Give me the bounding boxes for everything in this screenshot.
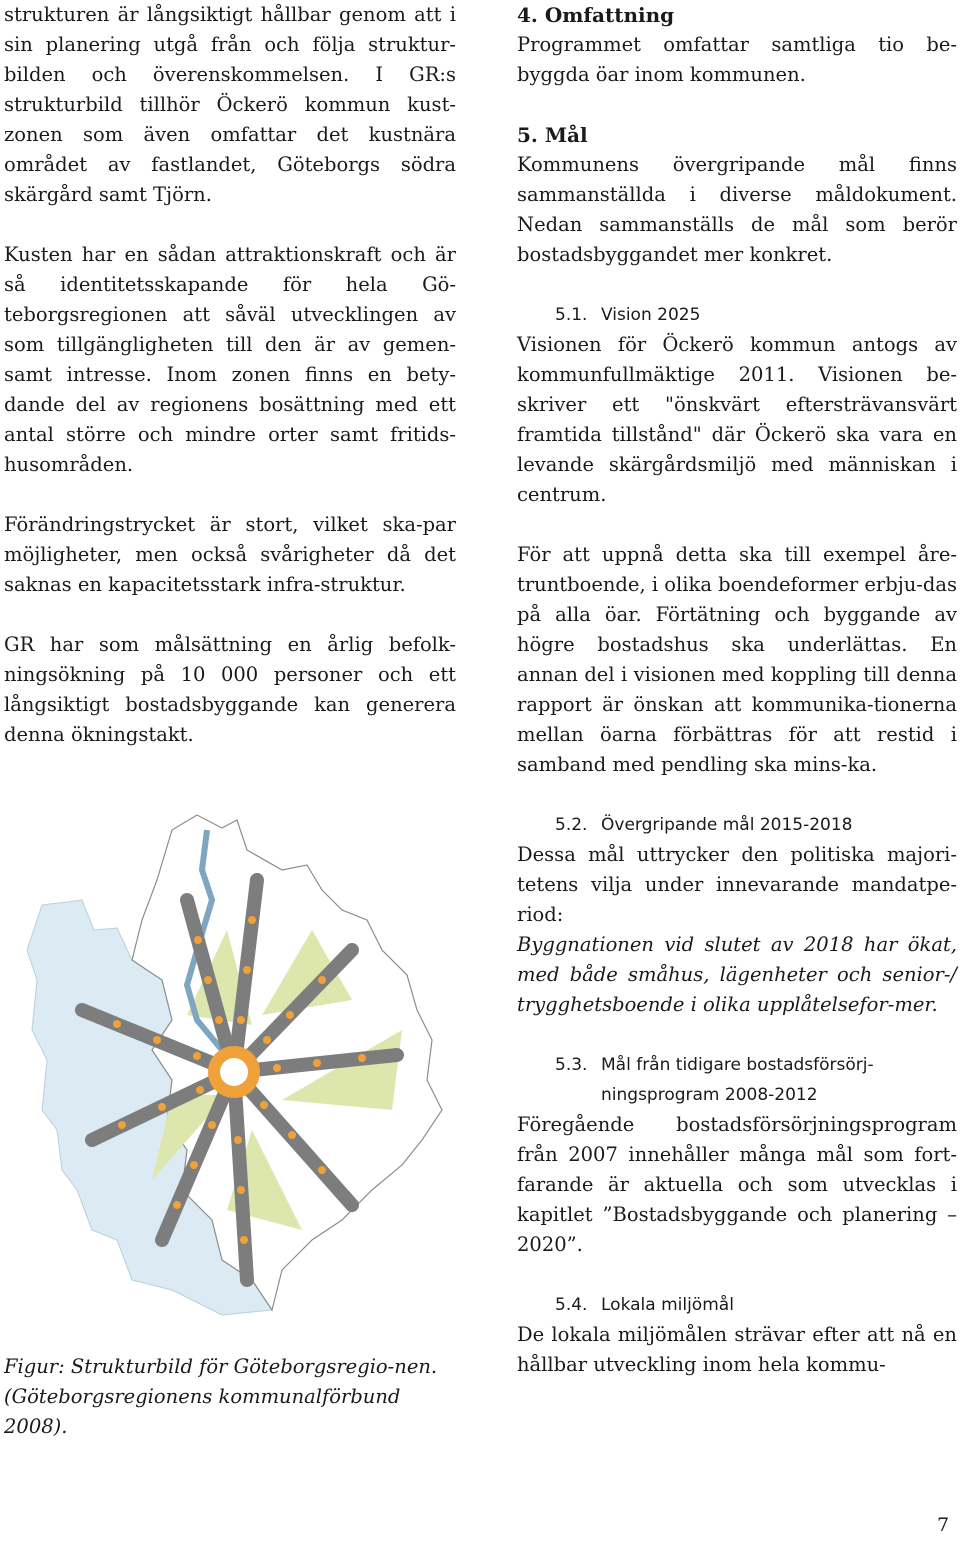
paragraph-overall-goals: Dessa mål uttrycker den politiska majori-tetens vilja under innevarande mandatpe-riod: <box>517 843 957 926</box>
left-column <box>4 0 456 750</box>
right-column <box>517 0 957 1380</box>
heading-vision <box>517 300 957 330</box>
heading-number: 5.3. <box>555 1055 588 1075</box>
paragraph-population-goal: GR har som målsättning en årlig befolk-ningsökning på 10 000 personer och ett långsiktigt bostadsbyggande kan generera denna ökningstakt. <box>4 633 456 746</box>
paragraph-goals: Kommunens övergripande mål finns sammanställda i diverse måldokument. Nedan sammanställs de mål som berör bostadsbyggandet mer konkret. <box>517 153 957 266</box>
heading-number: 5.4. <box>555 1295 588 1315</box>
caption-source: (Göteborgsregionens kommunalförbund 2008). <box>4 1385 401 1438</box>
heading-goals: 5. Mål <box>517 123 588 147</box>
heading-previous-goals <box>517 1050 957 1110</box>
paragraph-vision-a: Visionen för Öckerö kommun antogs av kommunfullmäktige 2011. Visionen be-skriver ett "önskvärt eftersträvansvärt framtida tillstånd" där Öckerö ska vara en levande skärgårdsmiljö med människan i centrum. <box>517 333 957 506</box>
structure-map-figure <box>22 810 452 1330</box>
heading-text: Lokala miljömål <box>601 1295 734 1315</box>
paragraph-local-env-goals: De lokala miljömålen strävar efter att nå en hållbar utveckling inom hela kommu- <box>517 1323 957 1376</box>
center-core <box>220 1058 248 1086</box>
paragraph-scope: Programmet omfattar samtliga tio be-byggda öar inom kommunen. <box>517 33 957 86</box>
heading-text: Vision 2025 <box>601 305 701 325</box>
paragraph-overall-goals-italic: Byggnationen vid slutet av 2018 har ökat, med både småhus, lägenheter och senior-/ trygghetsboende i olika upplåtelsefor-mer. <box>517 933 957 1016</box>
paragraph-coast: Kusten har en sådan attraktionskraft och är så identitetsskapande för hela Gö-teborgsregionen att såväl utvecklingen av som tillgängligheten till den är av gemen-samt intresse. Inom zonen finns en bety-dande del av regionens bosättning med ett antal större och mindre orter samt fritids-husområden. <box>4 243 456 476</box>
paragraph-previous-goals: Föregående bostadsförsörjningsprogram från 2007 innehåller många mål som fort-farande är aktuella och som utvecklas i kapitlet ”Bostadsbyggande och planering – 2020”. <box>517 1113 957 1256</box>
paragraph-change-pressure: Förändringstrycket är stort, vilket ska-par möjligheter, men också svårigheter då det saknas en kapacitetsstark infra-struktur. <box>4 513 456 596</box>
heading-number: 5.2. <box>555 815 588 835</box>
caption-title: Figur: Strukturbild för Göteborgsregio-nen. <box>4 1355 438 1378</box>
heading-number: 5.1. <box>555 305 588 325</box>
figure-caption <box>4 1352 444 1442</box>
heading-overall-goals <box>517 810 957 840</box>
heading-text: Övergripande mål 2015-2018 <box>601 815 853 835</box>
page-number: 7 <box>937 1514 950 1536</box>
paragraph-vision-b: För att uppnå detta ska till exempel åre-truntboende, i olika boendeformer erbju-das på alla öar. Förtätning och byggande av högre bostadshus ska underlättas. En annan del i visionen med koppling till denna rapport är önskan att kommunika-tionerna mellan öarna förbättras för att restid i samband med pendling ska mins-ka. <box>517 543 957 776</box>
paragraph-structure: strukturen är långsiktigt hållbar genom att i sin planering utgå från och följa struktur-bilden och överenskommelsen. I GR:s strukturbild tillhör Öckerö kommun kust-zonen som även omfattar det kustnära området av fastlandet, Göteborgs södra skärgård samt Tjörn. <box>4 3 456 206</box>
heading-text: Mål från tidigare bostadsförsörj-ningsprogram 2008-2012 <box>601 1055 874 1105</box>
heading-scope: 4. Omfattning <box>517 3 675 27</box>
heading-local-env-goals <box>517 1290 957 1320</box>
